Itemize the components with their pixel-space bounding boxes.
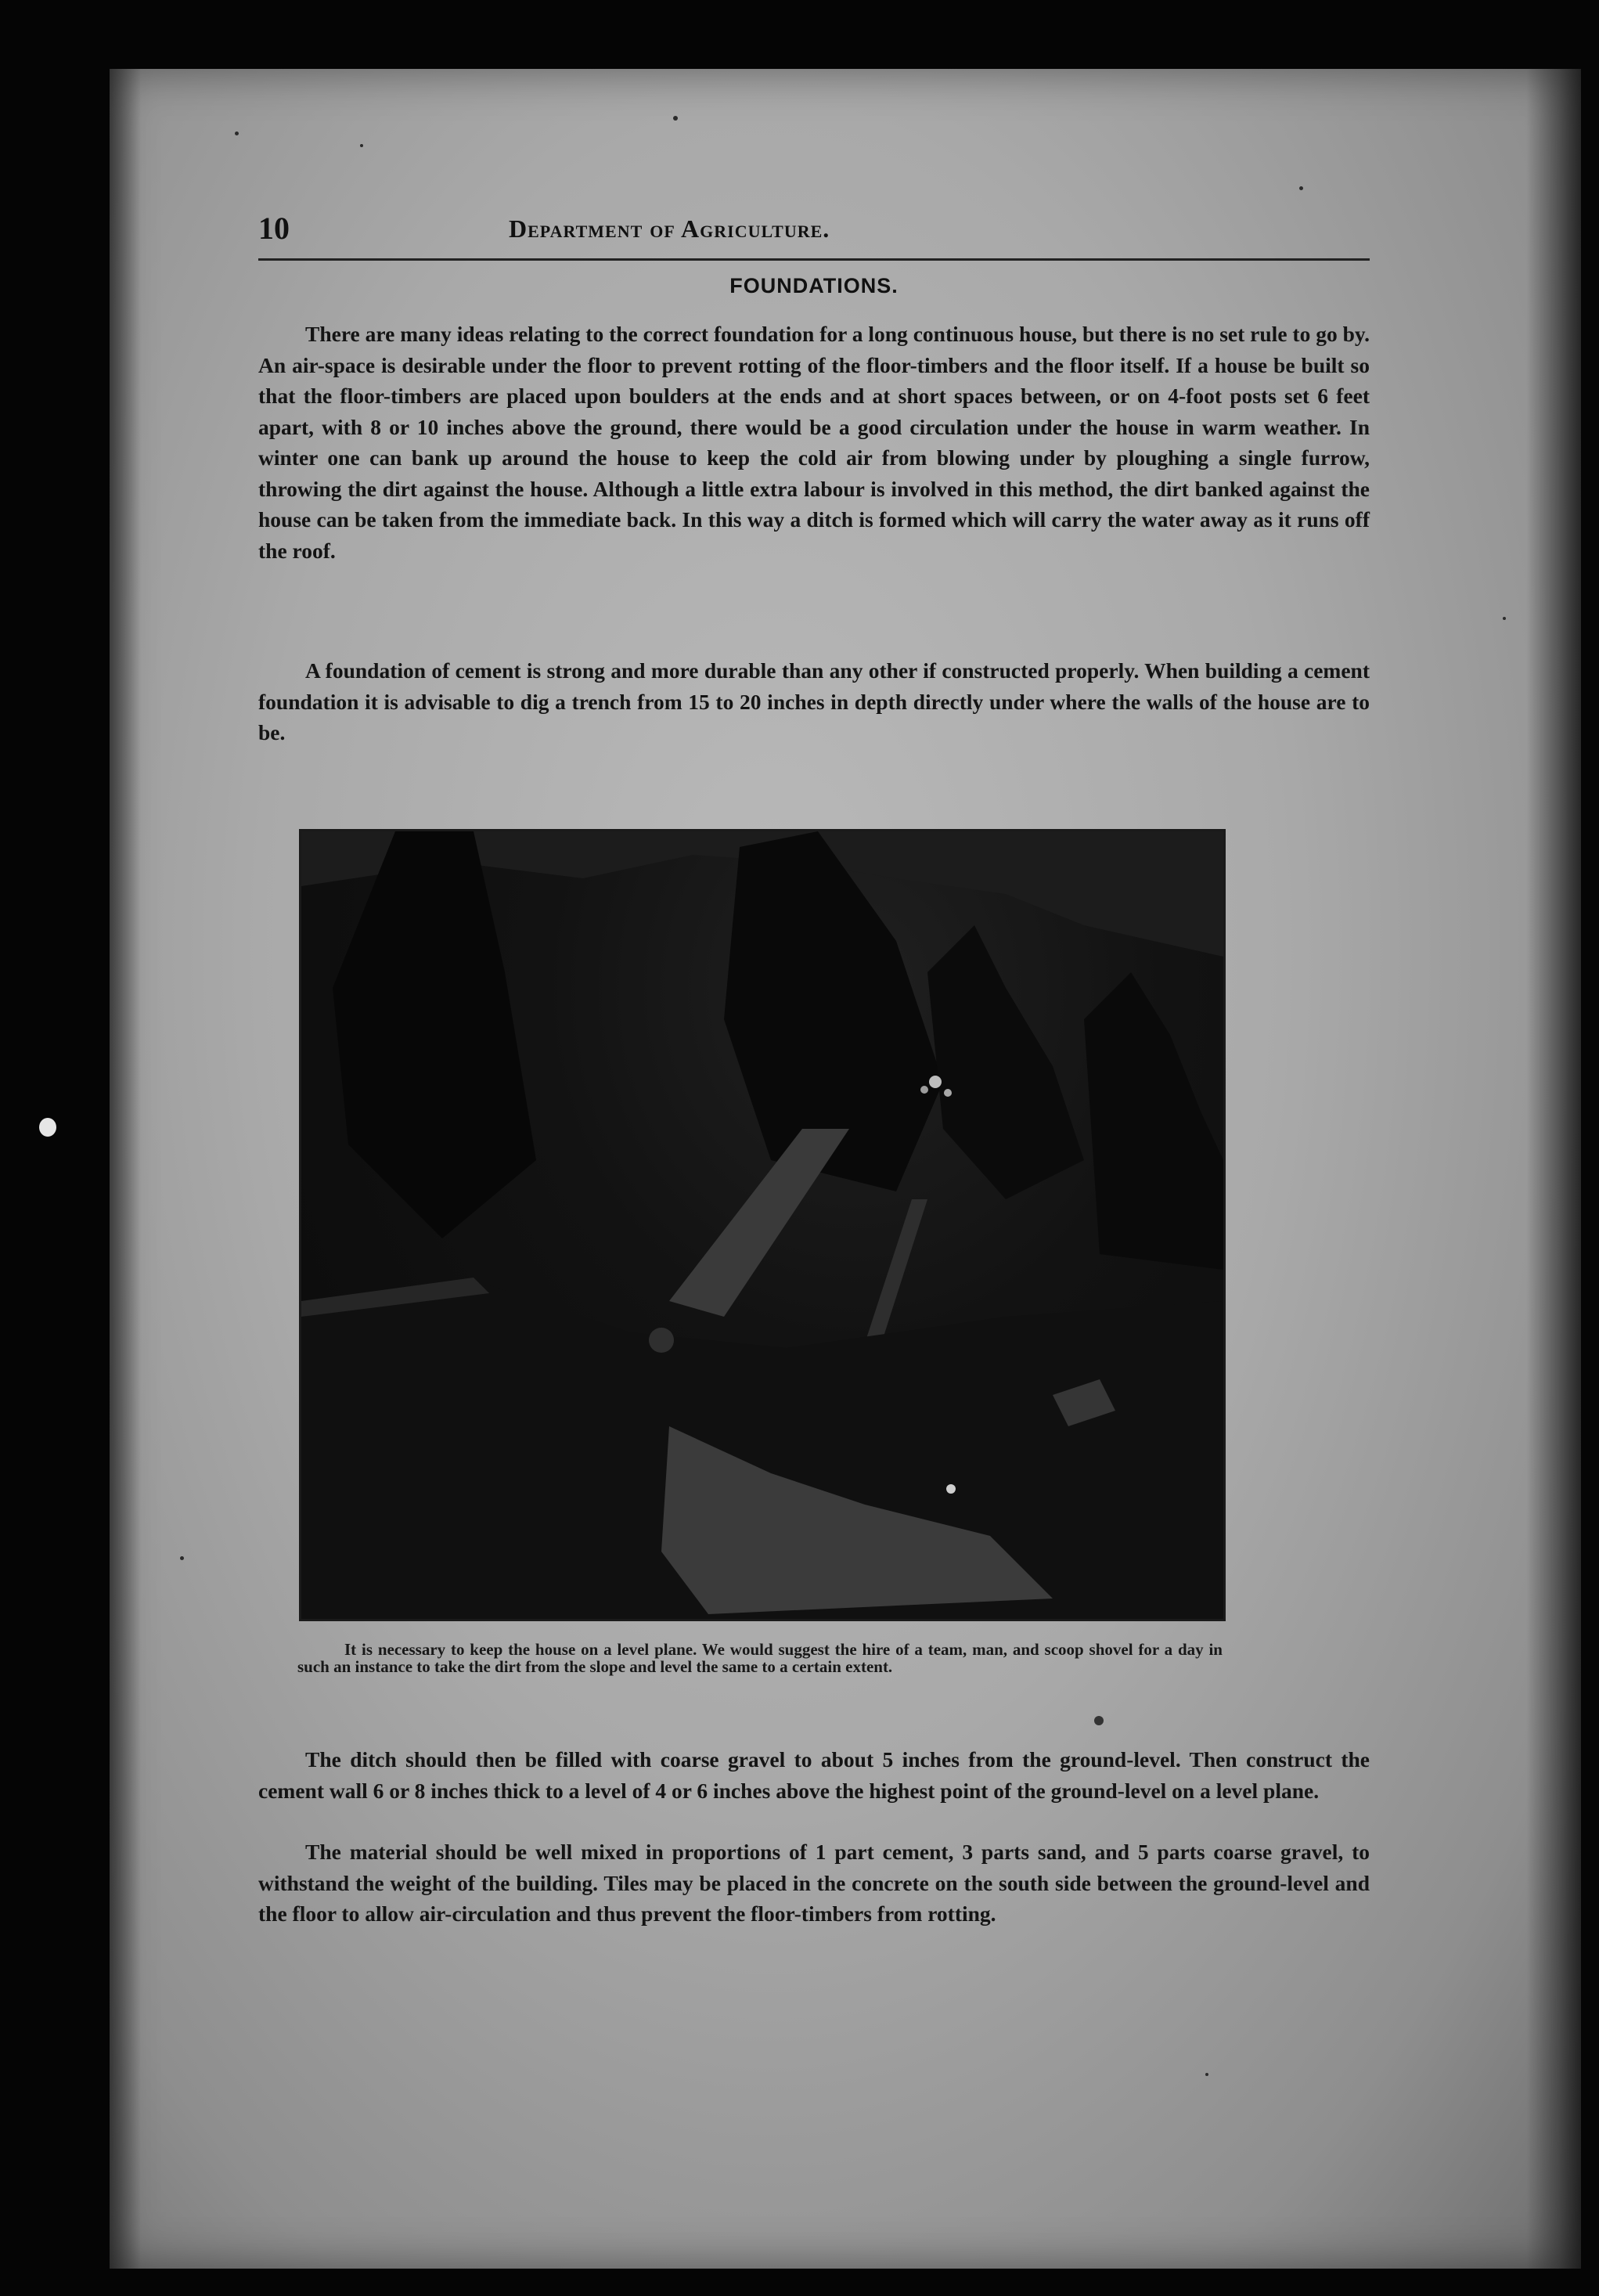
photograph-scene xyxy=(301,831,1223,1619)
paragraph: There are many ideas relating to the correct foundation for a long continuous house, but there is no set rule to go by. An air-space is desirable under the floor to prevent rotting of the floor-timbers and the floor itself. If a house be built so that the floor-timbers are placed upon boulders at the ends and at short spaces between, or on 4-foot posts set 6 feet apart, with 8 or 10 inches above the ground, there would be a good circulation under the house in warm weather. In winter one can bank up around the house to keep the cold air from blowing under by ploughing a single furrow, throwing the dirt against the house. Although a little extra labour is involved in this method, the dirt banked against the house can be taken from the immediate back. In this way a ditch is formed which will carry the water away as it runs off the roof. xyxy=(258,322,1370,563)
paragraph: The material should be well mixed in proportions of 1 part cement, 3 parts sand, and 5 parts coarse gravel, to withstand the weight of the building. Tiles may be placed in the concrete on the south side between the ground-level and the floor to allow air-circulation and thus prevent the floor-timbers from rotting. xyxy=(258,1840,1370,1926)
page-right-shadow xyxy=(1526,69,1581,2269)
dust-speck xyxy=(235,132,239,135)
dust-speck xyxy=(180,1556,184,1560)
running-head: Department of Agriculture. xyxy=(509,214,830,243)
dust-speck xyxy=(1503,617,1506,620)
page-left-shadow xyxy=(110,69,141,2269)
page-header xyxy=(258,210,1370,254)
header-rule xyxy=(258,258,1370,261)
dust-speck xyxy=(673,116,678,121)
dust-speck xyxy=(360,144,363,147)
paragraph: The ditch should then be filled with coarse gravel to about 5 inches from the ground-level. Then construct the cement wall 6 or 8 inches thick to a level of 4 or 6 inches above the highest point of the ground-level on a level plane. xyxy=(258,1747,1370,1803)
page-number: 10 xyxy=(258,211,290,246)
dust-speck xyxy=(1205,2073,1208,2076)
paragraph: A foundation of cement is strong and more durable than any other if constructed properly. When building a cement foundation it is advisable to dig a trench from 15 to 20 inches in depth directly under where the walls of the house are to be. xyxy=(258,658,1370,744)
dust-speck xyxy=(1299,186,1303,190)
ink-dot xyxy=(1094,1716,1104,1725)
figure-caption: It is necessary to keep the house on a level plane. We would suggest the hire of a team, man, and scoop shovel for a day in such an instance to take the dirt from the slope and level the same to a certain extent. xyxy=(297,1640,1223,1676)
section-title: FOUNDATIONS. xyxy=(729,274,899,297)
scan-artifact-dot xyxy=(39,1118,56,1137)
photograph xyxy=(299,829,1226,1621)
